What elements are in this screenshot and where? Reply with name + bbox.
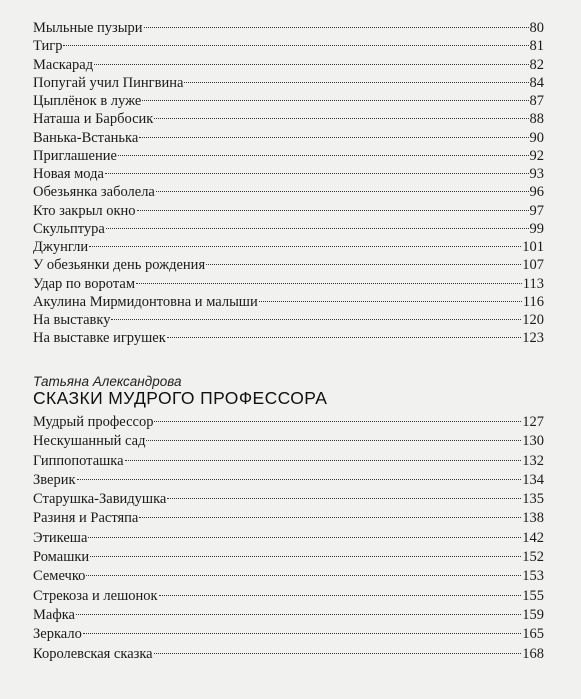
dot-leader bbox=[83, 633, 521, 634]
toc-entry bbox=[33, 275, 544, 293]
toc-entry-page-number: 82 bbox=[529, 56, 544, 73]
toc-entry-title: Удар по воротам bbox=[33, 275, 135, 292]
toc-entry bbox=[33, 606, 544, 625]
toc-entry bbox=[33, 238, 544, 256]
toc-entry bbox=[33, 645, 544, 664]
toc-entry-page-number: 134 bbox=[522, 471, 544, 488]
toc-entry-title: Нескушанный сад bbox=[33, 433, 146, 450]
dot-leader bbox=[89, 246, 521, 247]
toc-entry-page-number: 93 bbox=[529, 166, 544, 182]
toc-entry-title: Попугай учил Пингвина bbox=[33, 74, 184, 91]
toc-entry-title: Акулина Мирмидонтовна и малыши bbox=[33, 293, 258, 310]
toc-entry bbox=[33, 509, 544, 528]
toc-entry bbox=[33, 92, 544, 110]
toc-entry-page-number: 92 bbox=[529, 147, 544, 164]
toc-entry-page-number: 155 bbox=[522, 587, 544, 604]
toc-entry-page-number: 159 bbox=[522, 606, 544, 623]
dot-leader bbox=[142, 100, 528, 101]
section-title: СКАЗКИ МУДРОГО ПРОФЕССОРА bbox=[33, 388, 328, 408]
toc-entry bbox=[33, 471, 544, 490]
toc-entry-title: Наташа и Барбосик bbox=[33, 111, 154, 128]
dot-leader bbox=[259, 301, 522, 302]
dot-leader bbox=[139, 517, 521, 518]
toc-entry-page-number: 168 bbox=[522, 645, 544, 662]
dot-leader bbox=[146, 440, 521, 441]
dot-leader bbox=[90, 556, 521, 557]
toc-entry bbox=[33, 293, 544, 311]
toc-entry bbox=[33, 147, 544, 165]
toc-entry-title: Мудрый профессор bbox=[33, 414, 154, 430]
toc-entry bbox=[33, 625, 544, 644]
toc-entry bbox=[33, 202, 544, 220]
toc-entry-title: Разиня и Растяпа bbox=[33, 510, 139, 527]
toc-entry-page-number: 127 bbox=[522, 414, 544, 430]
toc-entry-title: Зверик bbox=[33, 471, 76, 488]
dot-leader bbox=[154, 653, 522, 654]
toc-entry-page-number: 101 bbox=[522, 239, 544, 255]
dot-leader bbox=[76, 614, 521, 615]
dot-leader bbox=[137, 210, 529, 211]
dot-leader bbox=[86, 575, 521, 576]
toc-entry-title: Приглашение bbox=[33, 147, 117, 164]
dot-leader bbox=[206, 264, 521, 265]
toc-entry-page-number: 142 bbox=[522, 529, 544, 546]
toc-entry-page-number: 120 bbox=[522, 312, 544, 328]
toc-entry-page-number: 165 bbox=[522, 626, 544, 643]
toc-entry bbox=[33, 587, 544, 606]
dot-leader bbox=[88, 537, 521, 538]
dot-leader bbox=[77, 479, 522, 480]
toc-entry bbox=[33, 413, 544, 432]
toc-entry-page-number: 107 bbox=[522, 257, 544, 274]
toc-entry-page-number: 123 bbox=[522, 330, 544, 347]
toc-entry bbox=[33, 329, 544, 347]
toc-entry bbox=[33, 165, 544, 183]
toc-entry-page-number: 80 bbox=[529, 20, 544, 36]
toc-entry-title: Этикеша bbox=[33, 529, 88, 546]
dot-leader bbox=[156, 191, 529, 192]
toc-entry bbox=[33, 567, 544, 586]
toc-entry-title: На выставке игрушек bbox=[33, 330, 166, 347]
toc-entry-title: Мыльные пузыри bbox=[33, 20, 143, 36]
toc-entry-page-number: 138 bbox=[522, 510, 544, 527]
toc-entry-title: Гиппопоташка bbox=[33, 452, 124, 469]
toc-entry-page-number: 90 bbox=[529, 129, 544, 146]
dot-leader bbox=[105, 173, 529, 174]
toc-entry bbox=[33, 110, 544, 128]
dot-leader bbox=[136, 283, 522, 284]
table-of-contents-top bbox=[33, 19, 544, 348]
toc-entry-title: Тигр bbox=[33, 38, 63, 55]
toc-entry bbox=[33, 529, 544, 548]
toc-entry bbox=[33, 74, 544, 92]
toc-entry-title: Новая мода bbox=[33, 166, 104, 182]
dot-leader bbox=[94, 64, 528, 65]
toc-entry-page-number: 87 bbox=[529, 93, 544, 109]
toc-entry bbox=[33, 452, 544, 471]
toc-entry-title: Ромашки bbox=[33, 549, 90, 566]
dot-leader bbox=[154, 118, 528, 119]
dot-leader bbox=[111, 319, 521, 320]
toc-entry bbox=[33, 548, 544, 567]
toc-entry-page-number: 113 bbox=[522, 275, 544, 292]
toc-entry-title: Обезьянка заболела bbox=[33, 184, 155, 201]
dot-leader bbox=[154, 421, 521, 422]
toc-entry-title: Старушка-Завидушка bbox=[33, 491, 167, 508]
dot-leader bbox=[184, 82, 528, 83]
toc-entry-page-number: 135 bbox=[522, 491, 544, 508]
toc-entry-page-number: 153 bbox=[522, 568, 544, 585]
table-of-contents-bottom bbox=[33, 413, 544, 664]
toc-entry-title: Семечко bbox=[33, 568, 86, 585]
toc-entry-title: На выставку bbox=[33, 312, 111, 328]
toc-entry-page-number: 130 bbox=[522, 433, 544, 450]
toc-entry-page-number: 152 bbox=[522, 549, 544, 566]
toc-entry-title: Маскарад bbox=[33, 56, 94, 73]
toc-entry bbox=[33, 432, 544, 451]
dot-leader bbox=[139, 137, 528, 138]
toc-entry bbox=[33, 129, 544, 147]
toc-entry-page-number: 99 bbox=[529, 220, 544, 237]
toc-entry-title: Кто закрыл окно bbox=[33, 202, 136, 219]
toc-entry-title: Ванька-Встанька bbox=[33, 129, 139, 146]
dot-leader bbox=[63, 45, 528, 46]
dot-leader bbox=[118, 155, 529, 156]
toc-entry-title: Королевская сказка bbox=[33, 645, 153, 662]
toc-entry bbox=[33, 56, 544, 74]
toc-entry bbox=[33, 311, 544, 329]
toc-entry-page-number: 96 bbox=[529, 184, 544, 201]
dot-leader bbox=[159, 595, 522, 596]
dot-leader bbox=[167, 498, 521, 499]
toc-entry-page-number: 116 bbox=[522, 293, 544, 310]
toc-entry bbox=[33, 256, 544, 274]
toc-entry-page-number: 88 bbox=[529, 111, 544, 128]
toc-entry bbox=[33, 490, 544, 509]
toc-entry-page-number: 132 bbox=[522, 452, 544, 469]
toc-entry bbox=[33, 220, 544, 238]
toc-entry-title: Скульптура bbox=[33, 220, 105, 237]
toc-entry-title: Зеркало bbox=[33, 626, 82, 643]
toc-entry bbox=[33, 19, 544, 37]
dot-leader bbox=[144, 27, 529, 28]
toc-entry-title: Мафка bbox=[33, 606, 75, 623]
toc-entry-page-number: 97 bbox=[529, 202, 544, 219]
section-author: Татьяна Александрова bbox=[33, 374, 182, 389]
toc-entry-title: У обезьянки день рождения bbox=[33, 257, 206, 274]
dot-leader bbox=[125, 460, 522, 461]
toc-entry-title: Цыплёнок в луже bbox=[33, 93, 142, 109]
toc-entry bbox=[33, 37, 544, 55]
dot-leader bbox=[106, 228, 529, 229]
toc-entry-page-number: 81 bbox=[529, 38, 544, 55]
dot-leader bbox=[167, 337, 521, 338]
toc-entry-title: Стрекоза и лешонок bbox=[33, 587, 158, 604]
toc-entry-page-number: 84 bbox=[529, 74, 544, 91]
toc-entry-title: Джунгли bbox=[33, 239, 89, 255]
toc-entry bbox=[33, 183, 544, 201]
